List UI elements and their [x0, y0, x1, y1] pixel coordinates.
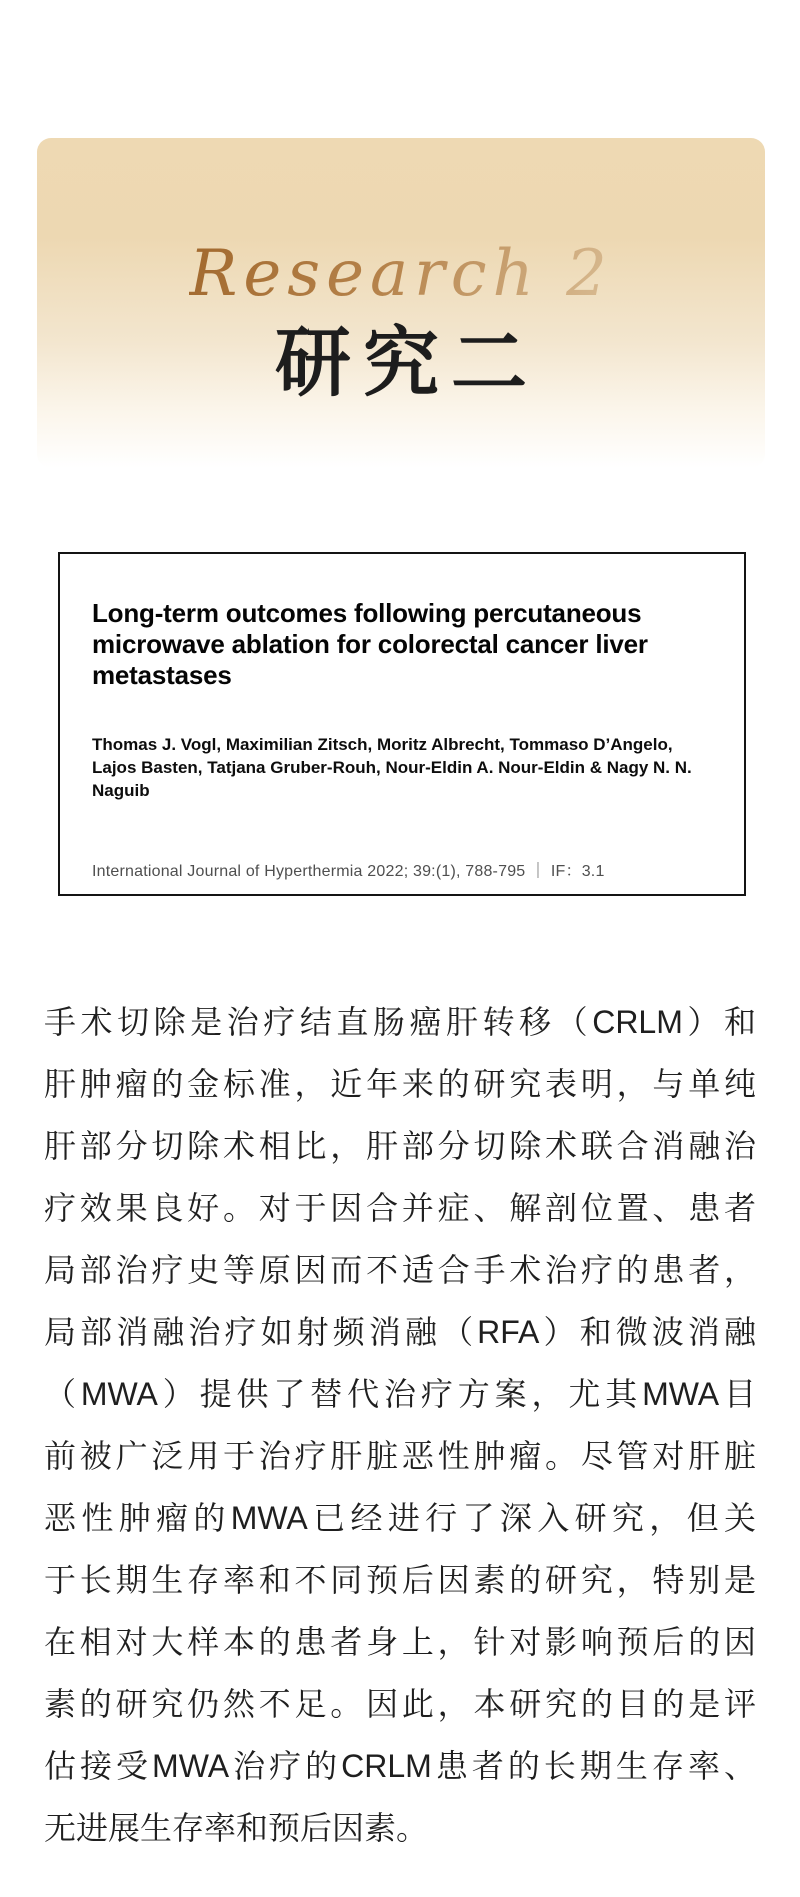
body-line: 局部治疗史等原因而不适合手术治疗的患者， [44, 1252, 756, 1288]
body-line: 手术切除是治疗结直肠癌肝转移（CRLM）和 [44, 1004, 756, 1040]
paper-title: Long-term outcomes following percutaneous microwave ablation for colorectal cancer liver metastases [92, 598, 648, 690]
paper-reference-card [58, 552, 746, 896]
section-cn-title: 研究二 [275, 318, 539, 407]
body-line: 前被广泛用于治疗肝脏恶性肿瘤。尽管对肝脏 [44, 1438, 756, 1474]
body-line: 于长期生存率和不同预后因素的研究，特别是 [44, 1562, 756, 1598]
body-line: （MWA）提供了替代治疗方案，尤其MWA目 [44, 1376, 756, 1412]
body-line: 在相对大样本的患者身上，针对影响预后的因 [44, 1624, 756, 1660]
body-line: 肝部分切除术相比，肝部分切除术联合消融治 [44, 1128, 756, 1164]
body-paragraph [44, 991, 756, 1859]
section-header-card [37, 138, 765, 468]
body-line: 局部消融治疗如射频消融（RFA）和微波消融 [44, 1314, 756, 1350]
body-line: 素的研究仍然不足。因此，本研究的目的是评 [44, 1686, 756, 1722]
body-line: 肝肿瘤的金标准，近年来的研究表明，与单纯 [44, 1066, 756, 1102]
body-line: 估接受MWA治疗的CRLM患者的长期生存率、 [44, 1748, 756, 1784]
body-line: 恶性肿瘤的MWA已经进行了深入研究，但关 [44, 1500, 756, 1536]
body-line: 无进展生存率和预后因素。 [44, 1810, 429, 1846]
section-script-title: Research 2 [189, 237, 613, 311]
paper-authors: Thomas J. Vogl, Maximilian Zitsch, Moritz Albrecht, Tommaso D’Angelo, Lajos Basten, Tatjana Gruber-Rouh, Nour-Eldin A. Nour-Eldin & Nagy N. N. Naguib [92, 735, 692, 800]
body-line: 疗效果良好。对于因合并症、解剖位置、患者 [44, 1190, 756, 1226]
paper-journal-line: International Journal of Hyperthermia 2022; 39:(1), 788-795 ｜ IF：3.1 [92, 863, 605, 880]
